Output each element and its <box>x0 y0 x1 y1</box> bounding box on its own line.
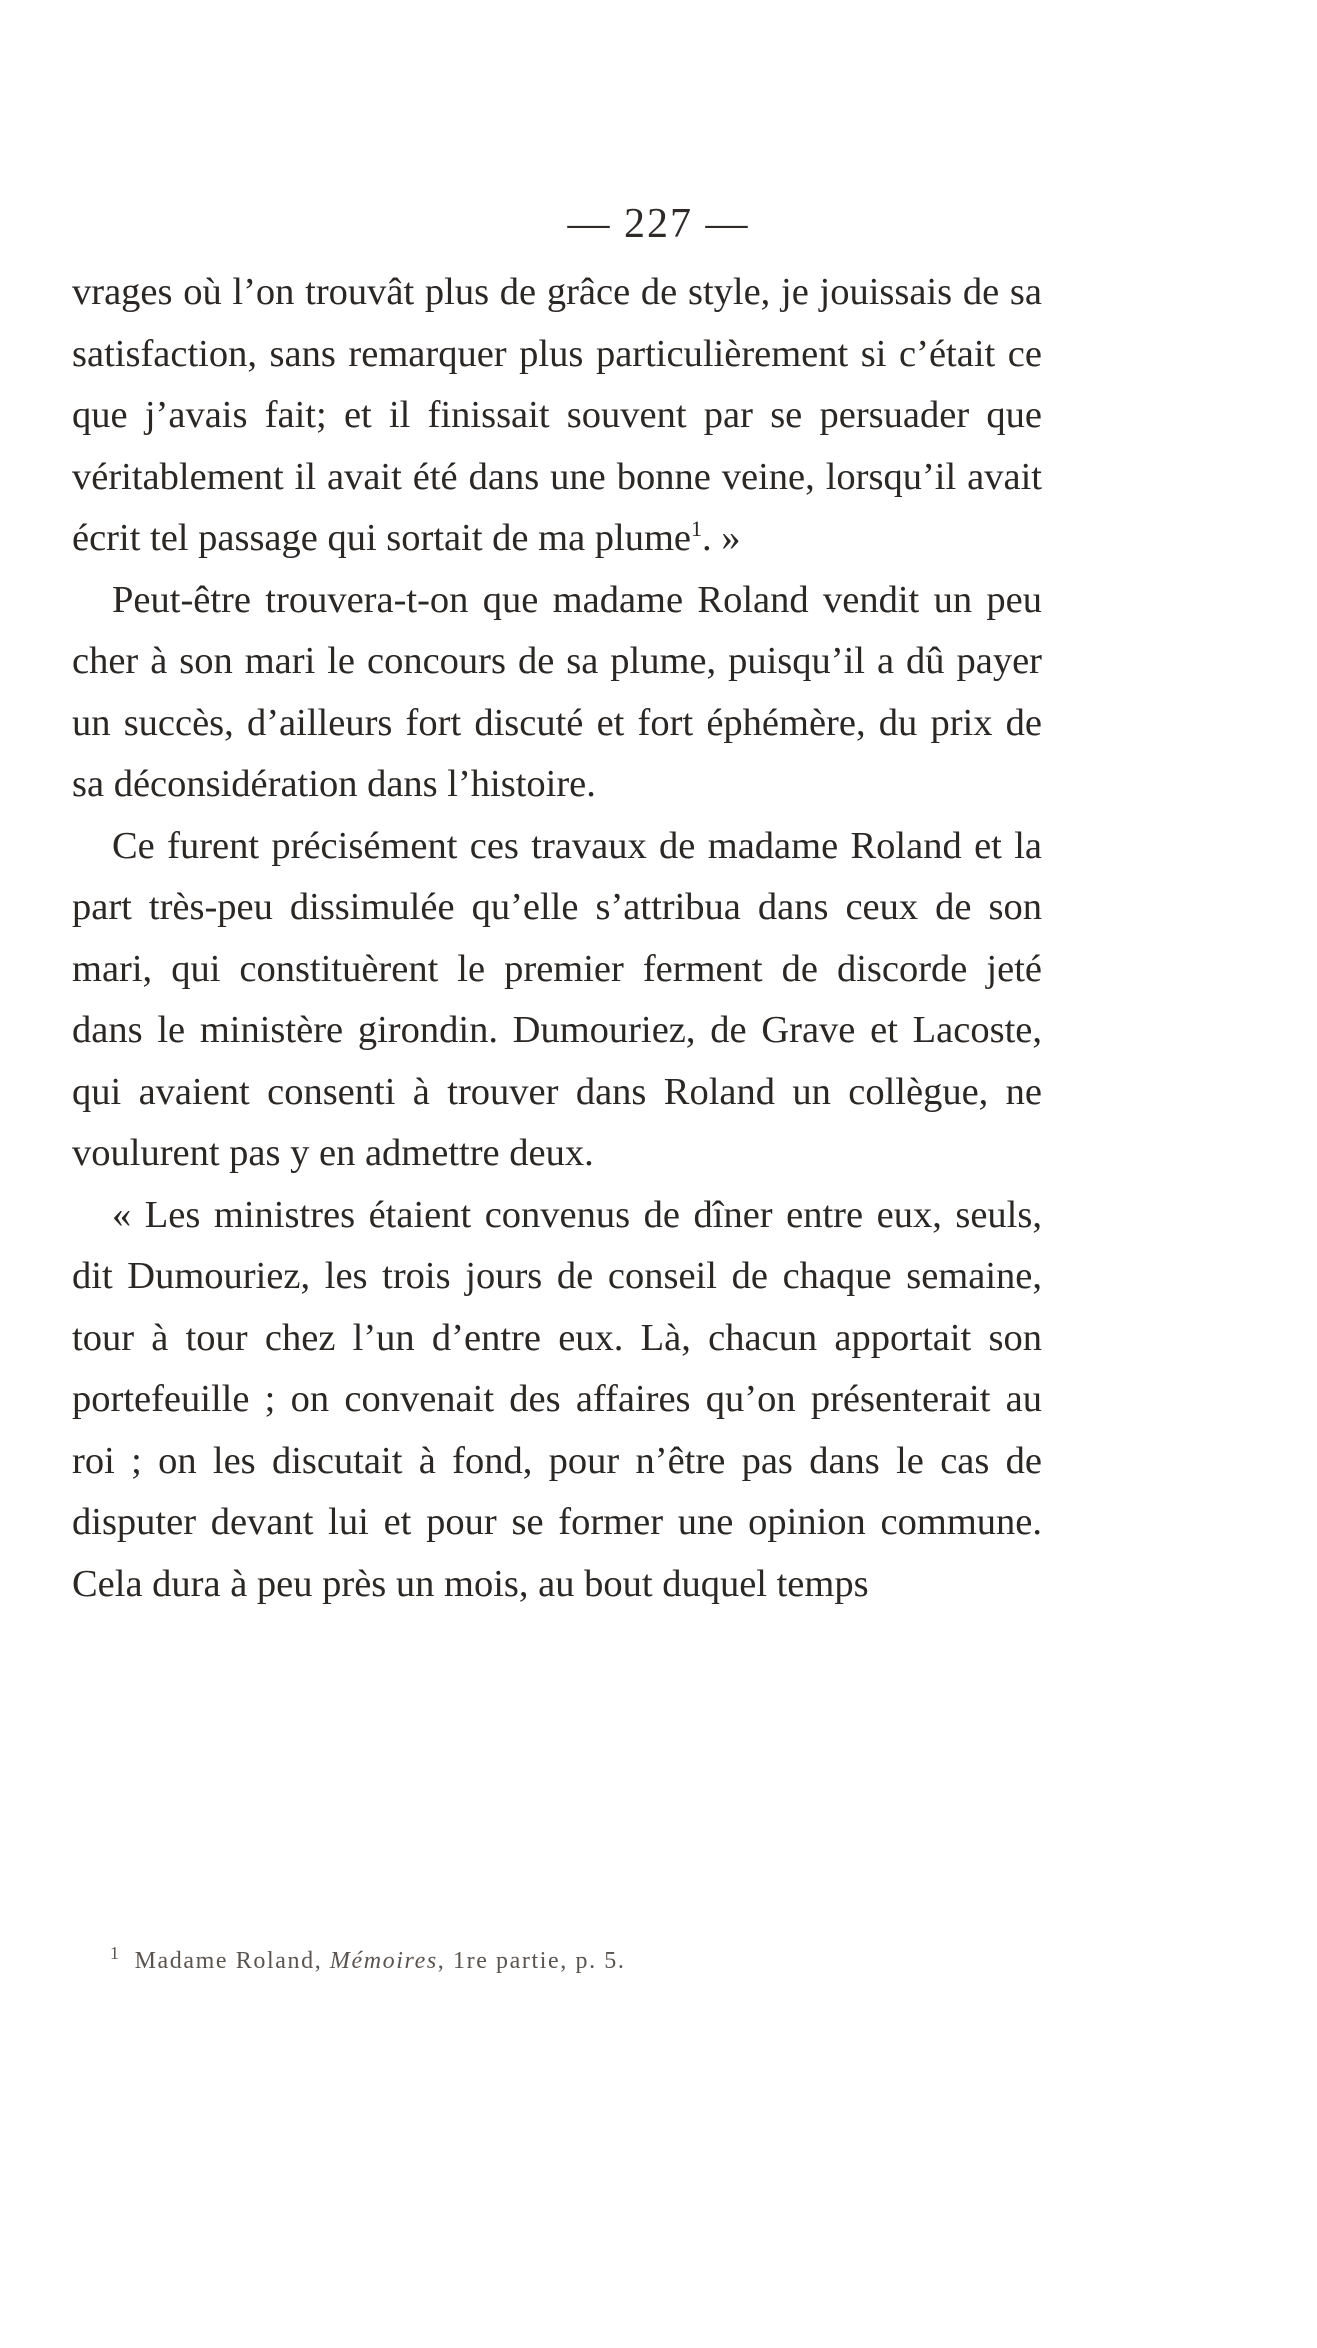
paragraph-text: vrages où l’on trouvât plus de grâce de style, je jouissais de sa satisfaction, sans remarquer plus particulièrement si c’était ce que j’avais fait; et il finissait souvent par se persuader que véritablement il avait été dans une bonne veine, lorsqu’il avait écrit tel passage qui sortait de ma plume <box>72 271 1042 559</box>
footnote-number: 1 <box>110 1943 121 1963</box>
paragraph: Ce furent précisément ces travaux de madame Roland et la part très-peu dissimulée qu’elle s’attribua dans ceux de son mari, qui constituèrent le premier ferment de discorde jeté dans le ministère girondin. Dumouriez, de Grave et Lacoste, qui avaient consenti à trouver dans Roland un collègue, ne voulurent pas y en admettre deux. <box>72 824 1042 1174</box>
body-text <box>72 262 1042 1615</box>
footnote-text-after: , 1re partie, p. 5. <box>437 1948 626 1974</box>
footnote-reference: 1 <box>691 516 703 542</box>
page-number: — 227 — <box>567 201 750 247</box>
paragraph-tail: . » <box>702 517 741 559</box>
footnote <box>110 1943 1050 1975</box>
footnote-text-before: Madame Roland, <box>134 1948 330 1974</box>
footnote-title: Mémoires <box>329 1948 438 1974</box>
paragraph <box>72 262 1042 570</box>
paragraph: Peut-être trouvera-t-on que madame Roland vendit un peu cher à son mari le concours de sa plume, puisqu’il a dû payer un succès, d’ailleurs fort discuté et fort éphémère, du prix de sa déconsidération dans l’histoire. <box>72 578 1042 805</box>
paragraph: « Les ministres étaient convenus de dîner entre eux, seuls, dit Dumouriez, les trois jours de conseil de chaque semaine, tour à tour chez l’un d’entre eux. Là, chacun apportait son portefeuille ; on convenait des affaires qu’on présenterait au roi ; on les discutait à fond, pour n’être pas dans le cas de disputer devant lui et pour se former une opinion commune. Cela dura à peu près un mois, au bout duquel temps <box>72 1193 1042 1605</box>
